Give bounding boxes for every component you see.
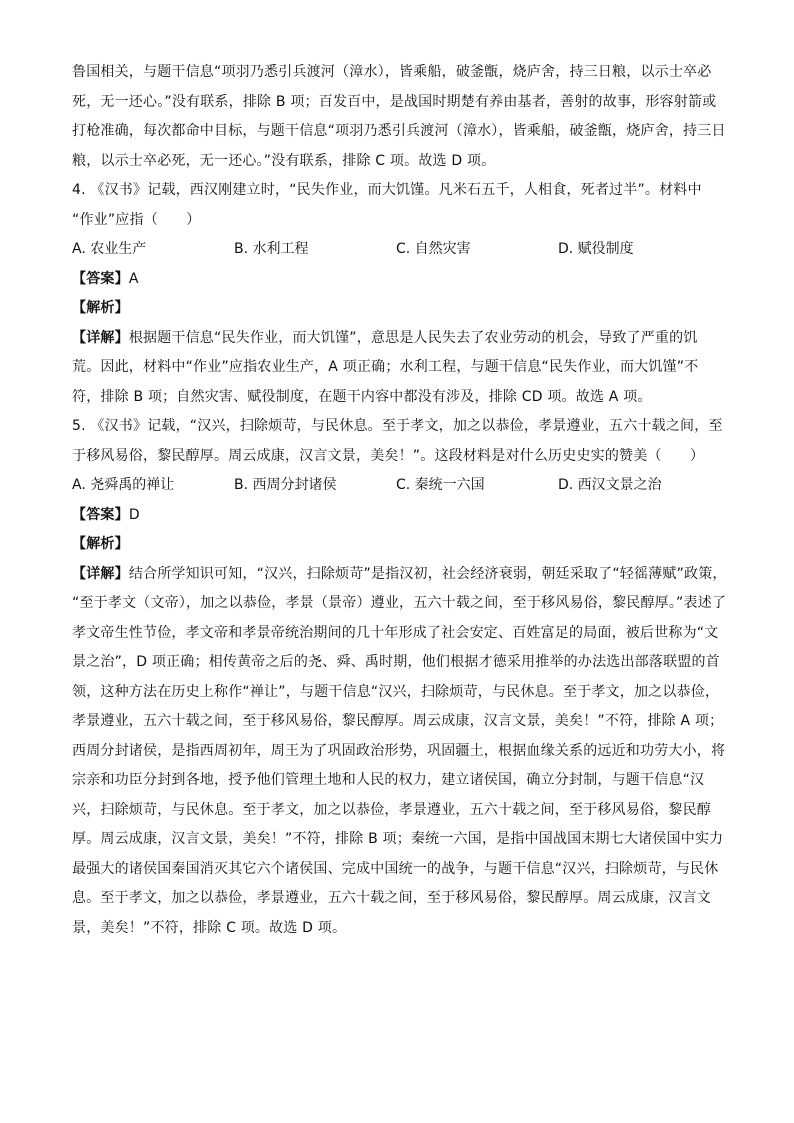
text-line: 鲁国相关，与题干信息“项羽乃悉引兵渡河（漳水），皆乘船，破釜甑，烧庐舍，持三日粮，以示士卒必 [72, 64, 712, 80]
text-line: 打枪准确，每次都命中目标，与题干信息“项羽乃悉引兵渡河（漳水），皆乘船，破釜甑，烧庐舍，持三日 [72, 123, 726, 139]
option-b: B. 水利工程 [234, 241, 309, 257]
question-stem: “作业”应指（ ） [72, 211, 201, 228]
text-line: “至于孝文（文帝），加之以恭俭，孝景（景帝）遵业，五六十载之间，至于移风易俗，黎民醇厚。”表述了 [72, 595, 727, 611]
text-line: 最强大的诸侯国秦国消灭其它六个诸侯国、完成中国统一的战争，与题干信息“汉兴，扫除烦苛，与民休 [72, 860, 719, 877]
detail-tag: 【详解】 [72, 565, 129, 582]
detail-tag: 【详解】 [72, 329, 129, 346]
option-a: A. 尧舜禹的禅让 [72, 477, 175, 493]
option-c: C. 自然灾害 [396, 241, 471, 257]
option-d: D. 西汉文景之治 [558, 477, 662, 493]
text-line: 宗亲和功臣分封到各地，授予他们管理土地和人民的权力，建立诸侯国，确立分封制，与题干信息“汉 [72, 772, 705, 788]
text-line: 符，排除 B 项；自然灾害、赋役制度，在题干内容中都没有涉及，排除 CD 项。故选 A 项。 [72, 388, 652, 405]
question-4 [72, 176, 727, 412]
options-row [72, 471, 727, 501]
detail-text: 结合所学知识可知，“汉兴，扫除烦苛”是指汉初，社会经济衰弱，朝廷采取了“轻徭薄赋”政策， [128, 565, 727, 582]
answer-value: A [128, 270, 139, 287]
answer-line [72, 265, 727, 295]
text-line: 息。至于孝文，加之以恭俭，孝景遵业，五六十载之间，至于移风易俗，黎民醇厚。周云成康，汉言文 [72, 890, 711, 906]
text-line: 景，美矣！”不符，排除 C 项。故选 D 项。 [72, 919, 347, 936]
text-line: 厚。周云成康，汉言文景，美矣！”不符，排除 B 项；秦统一六国，是指中国战国末期七大诸侯国中实力 [72, 831, 724, 847]
text-line: 领，这种方法在历史上称作“禅让”，与题干信息“汉兴，扫除烦苛，与民休息。至于孝文，加之以恭俭， [72, 683, 720, 700]
option-b: B. 西周分封诸侯 [234, 477, 337, 493]
text-line: 西周分封诸侯，是指西周初年，周王为了巩固政治形势，巩固疆土，根据血缘关系的远近和功劳大小，将 [72, 742, 726, 759]
detail-text: 根据题干信息“民失作业，而大饥馑”，意思是人民失去了农业劳动的机会，导致了严重的饥 [128, 329, 698, 346]
answer-value: D [128, 506, 140, 523]
question-5 [72, 412, 727, 943]
q3-explanation-tail [72, 58, 727, 176]
answer-tag: 【答案】 [72, 270, 129, 287]
text-line: 粮，以示士卒必死，无一还心。”没有联系，排除 C 项。故选 D 项。 [72, 152, 496, 169]
answer-line [72, 501, 727, 531]
option-c: C. 秦统一六国 [396, 477, 485, 493]
detail-line [72, 560, 727, 590]
text-line: 孝景遵业，五六十载之间，至于移风易俗，黎民醇厚。周云成康，汉言文景，美矣！”不符，排除 A 项； [72, 713, 724, 729]
question-stem: 5. 《汉书》记载，“汉兴，扫除烦苛，与民休息。至于孝文，加之以恭俭，孝景遵业，五六十载之间，至 [72, 418, 723, 434]
question-stem: 于移风易俗，黎民醇厚。周云成康，汉言文景，美矣！”。这段材料是对什么历史史实的赞美（ ） [72, 447, 705, 464]
analysis-tag: 【解析】 [72, 300, 129, 316]
text-line: 景之治”，D 项正确；相传黄帝之后的尧、舜、禹时期，他们根据才德采用推举的办法选出部落联盟的首 [72, 654, 720, 670]
text-line: 兴，扫除烦苛，与民休息。至于孝文，加之以恭俭，孝景遵业，五六十载之间，至于移风易俗，黎民醇 [72, 801, 711, 818]
option-d: D. 赋役制度 [558, 241, 634, 257]
text-line: 死，无一还心。”没有联系，排除 B 项；百发百中，是战国时期楚有养由基者，善射的故事，形容射箭或 [72, 93, 717, 110]
option-a: A. 农业生产 [72, 241, 147, 257]
analysis-tag: 【解析】 [72, 536, 129, 552]
answer-tag: 【答案】 [72, 506, 129, 523]
document-page [72, 58, 727, 943]
text-line: 孝文帝生性节俭，孝文帝和孝景帝统治期间的几十年形成了社会安定、百姓富足的局面，被后世称为“文 [72, 624, 719, 641]
text-line: 荒。因此，材料中“作业”应指农业生产，A 项正确；水利工程，与题干信息“民失作业，而大饥馑”不 [72, 359, 699, 375]
question-stem: 4. 《汉书》记载，西汉刚建立时，“民失作业，而大饥馑。凡米石五千，人相食，死者过半”。材料中 [72, 182, 702, 198]
options-row [72, 235, 727, 265]
detail-line [72, 324, 727, 354]
